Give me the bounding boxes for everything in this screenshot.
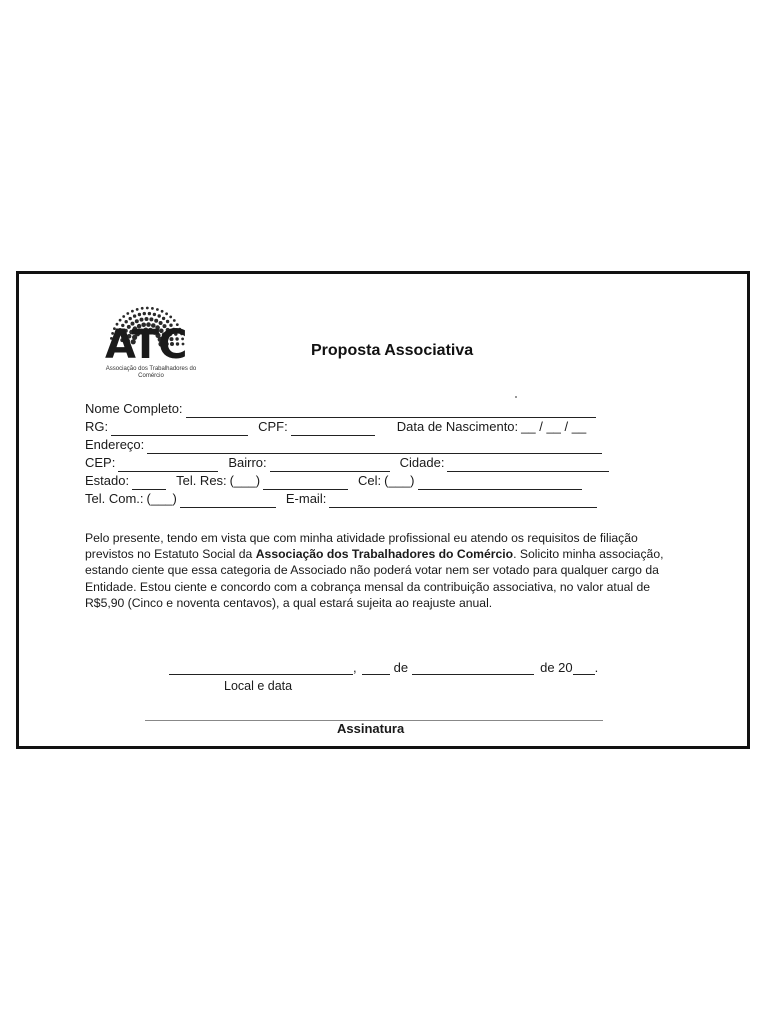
row-nome — [85, 400, 606, 418]
form-title: Proposta Associativa — [311, 342, 474, 359]
row-telcom-email — [85, 490, 607, 508]
label-tel-com: Tel. Com.: — [85, 491, 144, 506]
field-rg[interactable] — [111, 423, 248, 436]
field-tel-res[interactable] — [263, 477, 348, 490]
field-day[interactable] — [362, 662, 390, 675]
logo-subtitle: Associação dos Trabalhadores do Comércio — [105, 366, 197, 379]
label-endereco: Endereço: — [85, 437, 145, 452]
association-form-card — [16, 271, 750, 749]
row-rg-cpf-nascimento — [85, 418, 586, 436]
signature-label: Assinatura — [337, 721, 405, 736]
label-nome: Nome Completo: — [85, 401, 183, 416]
declaration-association-name: Associação dos Trabalhadores do Comércio — [255, 547, 514, 562]
tel-com-ddd[interactable]: (___) — [146, 491, 177, 506]
field-cidade[interactable] — [447, 459, 609, 472]
date-de-2: de 20 — [540, 660, 573, 675]
field-estado[interactable] — [132, 477, 166, 490]
date-line — [169, 660, 598, 675]
stray-dot — [515, 396, 517, 398]
declaration-part2: . Solicito minha associação, estando ciente que essa categoria de Associado não poderá votar nem ser votado para qualquer cargo da Entidade. Estou ciente e concordo com a cobrança mensal da contribuição associativa, no valor atual de R$5,90 (Cinco e noventa centavos), a qual estará sujeita ao reajuste anual. — [85, 547, 664, 610]
label-cpf: CPF: — [258, 419, 288, 434]
field-cep[interactable] — [118, 459, 218, 472]
date-comma: , — [353, 660, 357, 675]
row-estado-tel-cel — [85, 472, 592, 490]
declaration-part1: Pelo presente, tendo em vista que com minha atividade profissional eu atendo os requisitos de filiação previstos no Estatuto Social da — [85, 531, 638, 562]
atc-logo — [85, 304, 215, 384]
cel-ddd[interactable]: (___) — [384, 473, 415, 488]
date-de-1: de — [393, 660, 409, 675]
field-nascimento[interactable]: __ / __ / __ — [521, 419, 587, 434]
field-cel[interactable] — [418, 477, 582, 490]
label-rg: RG: — [85, 419, 109, 434]
field-year[interactable] — [573, 662, 595, 675]
label-cep: CEP: — [85, 455, 116, 470]
label-cidade: Cidade: — [399, 455, 445, 470]
date-end: . — [594, 660, 599, 675]
logo-mark: ATC — [105, 322, 187, 368]
tel-res-ddd[interactable]: (___) — [229, 473, 261, 488]
label-email: E-mail: — [285, 491, 327, 506]
field-cpf[interactable] — [291, 423, 375, 436]
row-endereco — [85, 436, 612, 454]
field-endereco[interactable] — [147, 441, 602, 454]
field-tel-com[interactable] — [180, 495, 276, 508]
label-bairro: Bairro: — [228, 455, 267, 470]
local-data-label: Local e data — [224, 679, 293, 693]
field-email[interactable] — [329, 495, 597, 508]
label-nascimento: Data de Nascimento: — [396, 419, 519, 434]
declaration-paragraph — [85, 530, 665, 611]
label-cel: Cel: — [358, 473, 382, 488]
field-bairro[interactable] — [270, 459, 390, 472]
row-cep-bairro-cidade — [85, 454, 619, 472]
field-local[interactable] — [169, 662, 353, 675]
field-month[interactable] — [412, 662, 534, 675]
label-estado: Estado: — [85, 473, 130, 488]
label-tel-res: Tel. Res: — [176, 473, 227, 488]
field-nome[interactable] — [186, 405, 596, 418]
